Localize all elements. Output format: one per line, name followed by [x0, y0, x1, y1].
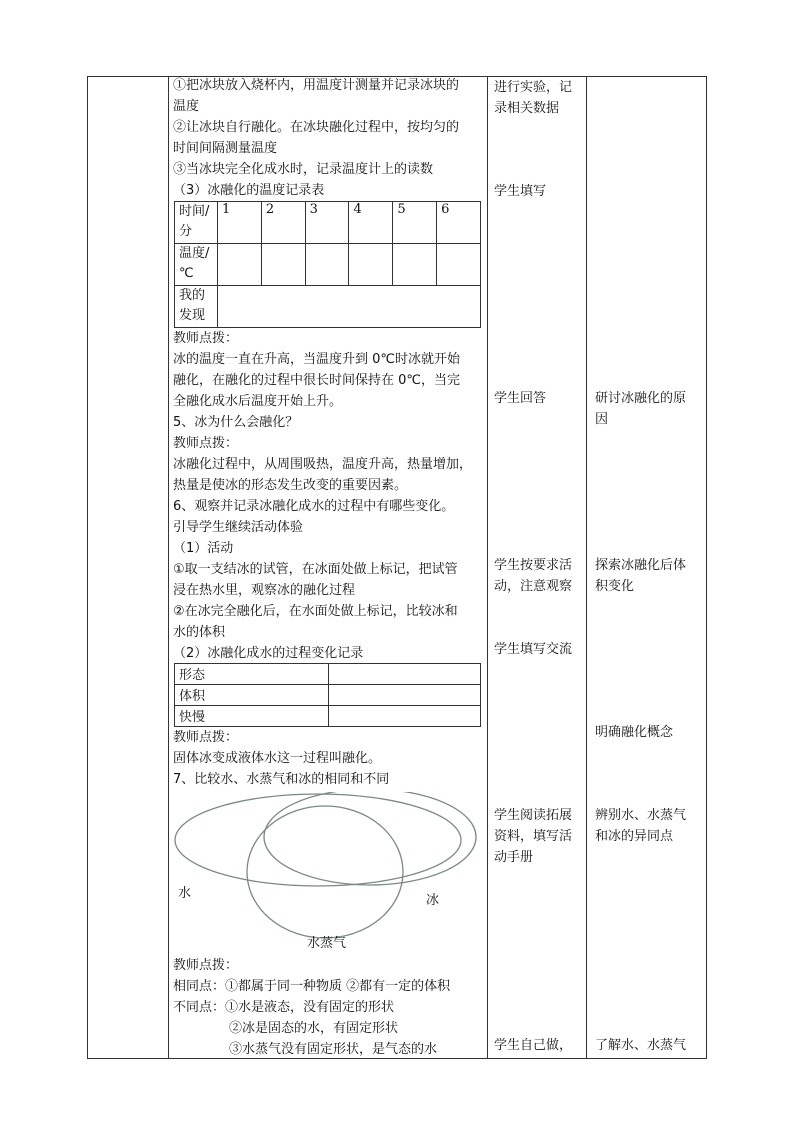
purpose-2a: 探索冰融化后体	[595, 558, 687, 573]
table1-cell	[393, 244, 437, 286]
table1-header-time: 时间/分	[175, 202, 218, 244]
question-6: 6、观察并记录冰融化成水的过程中有哪些变化。	[173, 499, 455, 514]
table1-col-4: 4	[349, 202, 393, 244]
student-activity-5: 学生填写交流	[494, 642, 573, 657]
purpose-4a: 辨别水、水蒸气	[595, 808, 687, 823]
guide-text: 引导学生继续活动体验	[173, 520, 304, 535]
activity-line-4: 水的体积	[173, 625, 226, 640]
activity-title: （1）活动	[173, 541, 234, 556]
activity-line-2: 浸在热水里，观察冰的融化过程	[173, 583, 356, 598]
tip1-line-3: 全融化成水后温度开始上升。	[173, 394, 343, 409]
diff-point-2: ②冰是固态的水，有固定形状	[229, 1021, 399, 1036]
column-divider-2	[487, 76, 488, 1059]
table2-title: （2）冰融化成水的过程变化记录	[173, 646, 364, 661]
purpose-1b: 因	[595, 412, 609, 427]
method-step-2a: ②让冰块自行融化。在冰块融化过程中，按均匀的	[173, 120, 460, 135]
diff-point-3: ③水蒸气没有固定形状，是气态的水	[229, 1042, 438, 1057]
student-activity-2: 学生填写	[494, 184, 547, 199]
purpose-5: 了解水、水蒸气	[595, 1038, 687, 1053]
temperature-record-table	[174, 201, 481, 328]
column-divider-3	[586, 76, 587, 1059]
same-points: 相同点：①都属于同一种物质 ②都有一定的体积	[173, 979, 451, 994]
table1-col-5: 5	[393, 202, 437, 244]
student-activity-1a: 进行实验，记	[494, 80, 573, 95]
student-activity-6b: 资料，填写活	[494, 829, 573, 844]
student-activity-4a: 学生按要求活	[494, 558, 573, 573]
table2-row-label: 快慢	[175, 706, 329, 727]
method-step-2b: 时间间隔测量温度	[173, 141, 278, 156]
tip1-label: 教师点拨：	[173, 331, 239, 346]
tip1-line-1: 冰的温度一直在升高，当温度升到 0℃时冰就开始	[173, 352, 461, 367]
method-step-1a: ①把冰块放入烧杯内，用温度计测量并记录冰块的	[173, 78, 460, 93]
table1-col-6: 6	[437, 202, 481, 244]
tip3-label: 教师点拨：	[173, 730, 239, 745]
method-step-3: ③当冰块完全化成水时，记录温度计上的读数	[173, 162, 434, 177]
table1-cell	[218, 244, 262, 286]
table1-col-1: 1	[218, 202, 262, 244]
student-activity-4b: 动，注意观察	[494, 579, 573, 594]
purpose-1a: 研讨冰融化的原	[595, 391, 687, 406]
table1-header-found: 我的发现	[175, 286, 218, 328]
student-activity-6c: 动手册	[494, 850, 534, 865]
table1-header-temp: 温度/℃	[175, 244, 218, 286]
table2-row-label: 形态	[175, 664, 329, 685]
tip3-text: 固体冰变成液体水这一过程叫融化。	[173, 751, 382, 766]
table1-cell	[437, 244, 481, 286]
student-activity-7: 学生自己做，	[494, 1038, 573, 1053]
table1-col-2: 2	[261, 202, 305, 244]
venn-ice-ellipse	[264, 792, 476, 885]
venn-label-vapor: 水蒸气	[307, 936, 347, 951]
table2-cell	[329, 664, 481, 685]
diff-point-1: 不同点：①水是液态，没有固定的形状	[173, 1000, 395, 1015]
activity-line-3: ②在冰完全融化后，在水面处做上标记，比较冰和	[173, 604, 458, 619]
table2-cell	[329, 706, 481, 727]
venn-label-water: 水	[178, 886, 192, 901]
method-step-1b: 温度	[173, 99, 200, 114]
venn-label-ice: 冰	[426, 893, 440, 908]
table2-row-label: 体积	[175, 685, 329, 706]
question-7: 7、比较水、水蒸气和冰的相同和不同	[173, 772, 390, 787]
student-activity-6a: 学生阅读拓展	[494, 808, 573, 823]
tip4-label: 教师点拨：	[173, 958, 239, 973]
table2-cell	[329, 685, 481, 706]
table1-cell	[261, 244, 305, 286]
venn-vapor-ellipse	[247, 806, 403, 938]
activity-line-1: ①取一支结冰的试管，在冰面处做上标记，把试管	[173, 562, 458, 577]
student-activity-1b: 录相关数据	[494, 101, 560, 116]
melting-change-table	[174, 663, 481, 727]
tip1-line-2: 融化，在融化的过程中很长时间保持在 0℃，当完	[173, 373, 461, 388]
tip2-line-2: 热量是使冰的形态发生改变的重要因素。	[173, 478, 408, 493]
table1-cell	[349, 244, 393, 286]
purpose-3: 明确融化概念	[595, 725, 674, 740]
table1-col-3: 3	[305, 202, 349, 244]
tip2-line-1: 冰融化过程中，从周围吸热，温度升高，热量增加，	[173, 457, 473, 472]
tip2-label: 教师点拨：	[173, 436, 239, 451]
table1-title: （3）冰融化的温度记录表	[173, 183, 325, 198]
student-activity-3: 学生回答	[494, 391, 547, 406]
purpose-2b: 积变化	[595, 579, 635, 594]
venn-water-ellipse	[175, 794, 461, 886]
purpose-4b: 和冰的异同点	[595, 829, 674, 844]
table1-cell	[305, 244, 349, 286]
table1-found-cell	[218, 286, 481, 328]
column-divider-1	[168, 76, 169, 1059]
question-5: 5、冰为什么会融化？	[173, 415, 299, 430]
venn-diagram	[170, 792, 482, 942]
